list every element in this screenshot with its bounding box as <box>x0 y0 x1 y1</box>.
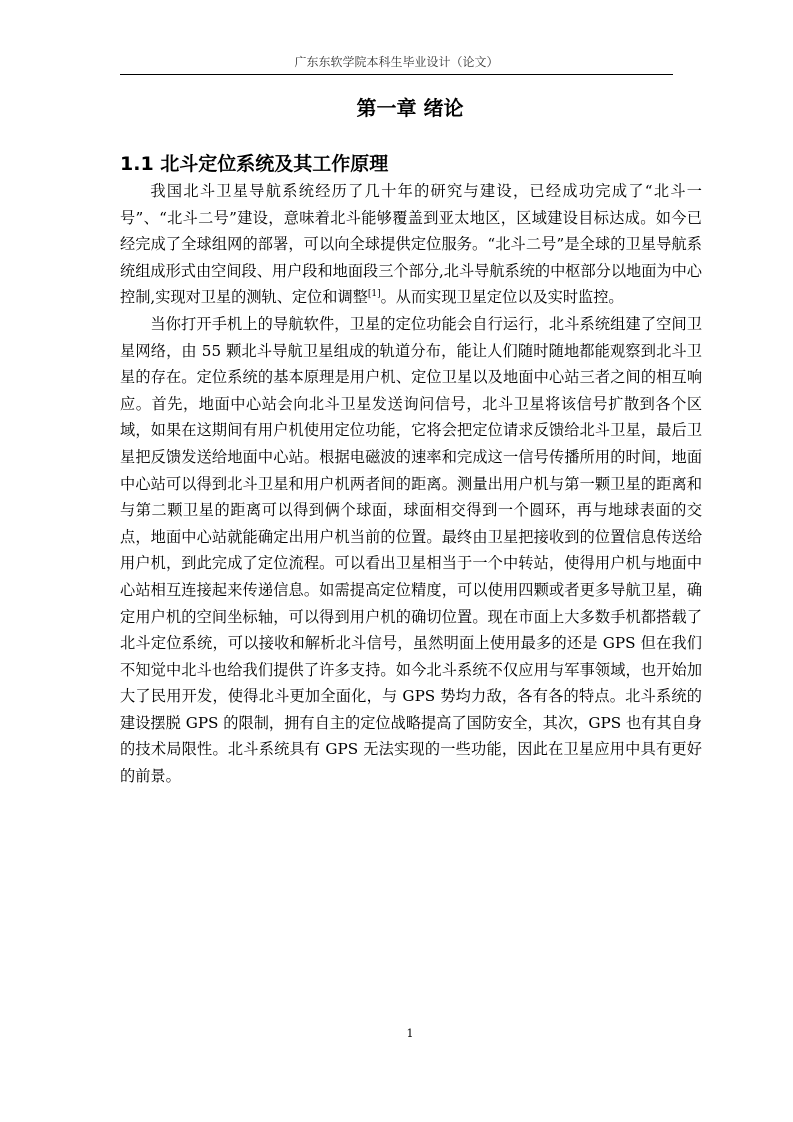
running-header: 广东东软学院本科生毕业设计（论文） <box>294 55 499 69</box>
chapter-title: 第一章 绪论 <box>356 96 464 120</box>
paragraph-1-text: 我国北斗卫星导航系统经历了几十年的研究与建设，已经成功完成了“北斗一号”、“北斗二号”建设，意味着北斗能够覆盖到亚太地区，区域建设目标达成。如今已经完成了全球组网的部署，可以向全球提供定位服务。“北斗二号”是全球的卫星导航系统组成形式由空间段、用户段和地面段三个部分,北斗导航系统的中枢部分以地面为中心控制,实现对卫星的测轨、定位和调整 <box>120 182 702 307</box>
section-heading: 1.1 北斗定位系统及其工作原理 <box>120 153 389 175</box>
paragraph-1-text-end: 。从而实现卫星定位以及实时监控。 <box>380 288 624 307</box>
paragraph-1 <box>120 178 702 311</box>
page-number: 1 <box>406 1027 414 1040</box>
body-text <box>120 178 702 790</box>
header-divider <box>120 74 673 75</box>
paragraph-2: 当你打开手机上的导航软件，卫星的定位功能会自行运行，北斗系统组建了空间卫星网络，由 55 颗北斗导航卫星组成的轨道分布，能让人们随时随地都能观察到北斗卫星的存在。定位系统的基本原理是用户机、定位卫星以及地面中心站三者之间的相互响应。首先，地面中心站会向北斗卫星发送询问信号，北斗卫星将该信号扩散到各个区域，如果在这期间有用户机使用定位功能，它将会把定位请求反馈给北斗卫星，最后卫星把反馈发送给地面中心站。根据电磁波的速率和完成这一信号传播所用的时间，地面中心站可以得到北斗卫星和用户机两者间的距离。测量出用户机与第一颗卫星的距离和与第二颗卫星的距离可以得到俩个球面，球面相交得到一个圆环，再与地球表面的交点，地面中心站就能确定出用户机当前的位置。最终由卫星把接收到的位置信息传送给用户机，到此完成了定位流程。可以看出卫星相当于一个中转站，使得用户机与地面中心站相互连接起来传递信息。如需提高定位精度，可以使用四颗或者更多导航卫星，确定用户机的空间坐标轴，可以得到用户机的确切位置。现在市面上大多数手机都搭载了北斗定位系统，可以接收和解析北斗信号，虽然明面上使用最多的还是 GPS 但在我们不知觉中北斗也给我们提供了许多支持。如今北斗系统不仅应用与军事领域，也开始加大了民用开发，使得北斗更加全面化，与 GPS 势均力敌，各有各的特点。北斗系统的建设摆脱 GPS 的限制，拥有自主的定位战略提高了国防安全，其次，GPS 也有其自身的技术局限性。北斗系统具有 GPS 无法实现的一些功能，因此在卫星应用中具有更好的前景。 <box>120 314 702 786</box>
citation-reference[interactable]: [1] <box>367 289 381 300</box>
